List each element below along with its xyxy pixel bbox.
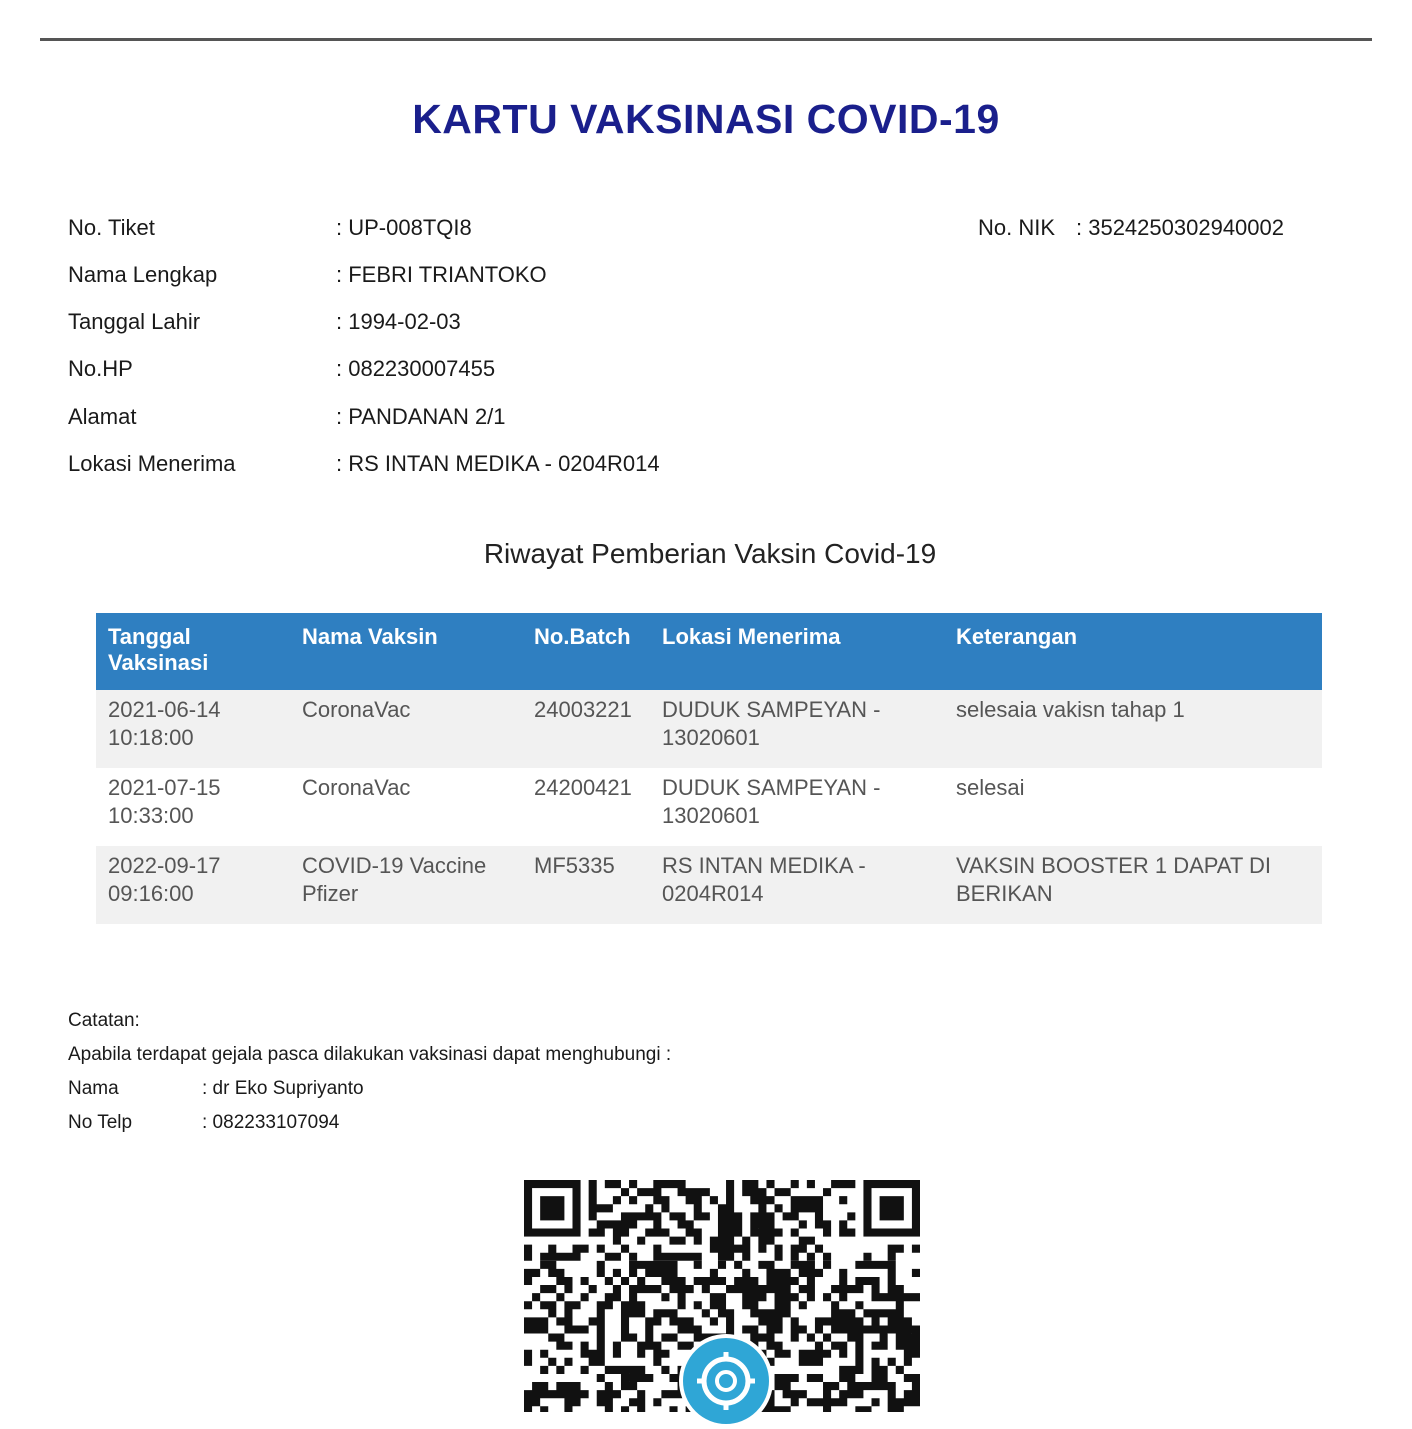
nik-value: : 3524250302940002 [1076,215,1284,240]
contact-phone-value: : 082233107094 [202,1112,340,1133]
info-value: : FEBRI TRIANTOKO [336,262,547,287]
cell-tanggal: 2021-07-15 10:33:00 [96,768,290,846]
info-label: No. Tiket [68,215,155,240]
table-header-row [96,613,1322,690]
cell-vaksin: COVID-19 Vaccine Pfizer [290,846,522,924]
cell-batch: 24003221 [522,690,650,768]
info-value: : UP-008TQI8 [336,215,472,240]
info-label: Nama Lengkap [68,262,218,287]
header-keterangan: Keterangan [944,613,1322,690]
info-value: : RS INTAN MEDIKA - 0204R014 [336,451,660,476]
contact-phone-label: No Telp [68,1112,133,1133]
cell-lokasi: DUDUK SAMPEYAN - 13020601 [650,690,944,768]
info-label: Lokasi Menerima [68,451,236,476]
table-row [96,768,1322,846]
cell-keterangan: selesai [944,768,1322,846]
info-value: : 1994-02-03 [336,309,461,334]
header-vaksin: Nama Vaksin [290,613,522,690]
contact-phone-row [68,1110,468,1136]
cell-lokasi: DUDUK SAMPEYAN - 13020601 [650,768,944,846]
notes-text: Apabila terdapat gejala pasca dilakukan vaksinasi dapat menghubungi : [68,1044,672,1065]
contact-name-value: : dr Eko Supriyanto [202,1078,364,1099]
nik-label: No. NIK [978,215,1056,240]
header-batch: No.Batch [522,613,650,690]
cell-batch: 24200421 [522,768,650,846]
notes-heading: Catatan: [68,1010,140,1031]
vaccination-history-table [96,613,1322,924]
info-label: Tanggal Lahir [68,309,201,334]
history-title: Riwayat Pemberian Vaksin Covid-19 [483,538,937,569]
info-label: No.HP [68,356,133,381]
info-value: : PANDANAN 2/1 [336,404,506,429]
cell-vaksin: CoronaVac [290,690,522,768]
top-divider [40,38,1372,41]
table-row [96,690,1322,768]
header-tanggal: Tanggal Vaksinasi [96,613,290,690]
pedulilindungi-logo-icon [679,1334,773,1428]
cell-keterangan: VAKSIN BOOSTER 1 DAPAT DI BERIKAN [944,846,1322,924]
document-title: KARTU VAKSINASI COVID-19 [412,96,1000,142]
cell-batch: MF5335 [522,846,650,924]
cell-lokasi: RS INTAN MEDIKA - 0204R014 [650,846,944,924]
contact-name-row [68,1076,468,1102]
header-lokasi: Lokasi Menerima [650,613,944,690]
cell-vaksin: CoronaVac [290,768,522,846]
contact-name-label: Nama [68,1078,119,1099]
cell-tanggal: 2021-06-14 10:18:00 [96,690,290,768]
cell-tanggal: 2022-09-17 09:16:00 [96,846,290,924]
info-value: : 082230007455 [336,356,496,381]
table-row [96,846,1322,924]
info-label: Alamat [68,404,137,429]
cell-keterangan: selesaia vakisn tahap 1 [944,690,1322,768]
